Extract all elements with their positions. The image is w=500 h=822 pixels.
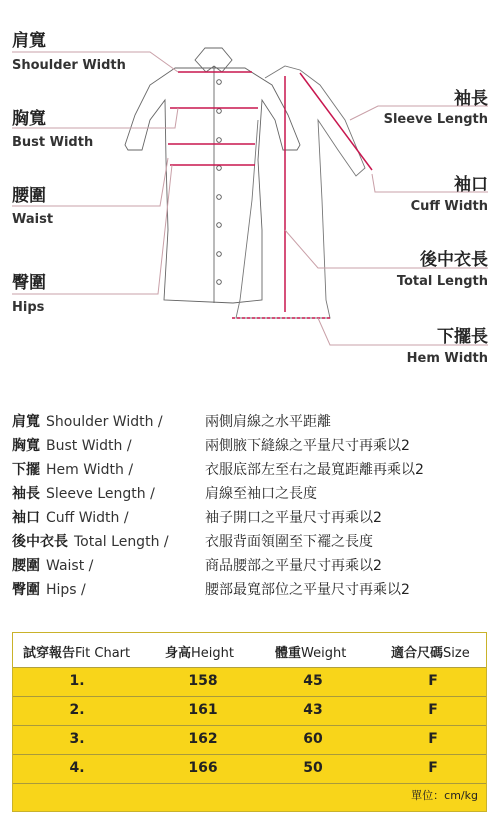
bust-label-zh: 胸寬 [12,109,46,129]
hips-label-en: Hips [12,300,45,315]
definition-row: 袖口 Cuff Width / [12,510,129,526]
header-fit-chart: 試穿報告Fit Chart [23,646,131,661]
front-garment-outline [125,68,300,303]
waist-label-zh: 腰圍 [12,186,46,206]
fit-chart-header [13,633,486,668]
definition-desc: 商品腰部之平量尺寸再乘以2 [205,558,382,574]
garment-diagram [0,0,500,380]
header-size: 適合尺碼Size [391,646,470,661]
definition-row: 後中衣長 Total Length / [12,534,169,550]
sleeve-label-en: Sleeve Length [383,112,488,127]
waist-label-en: Waist [12,212,54,227]
sleeve-measure-line [300,73,372,170]
hem-label-zh: 下擺長 [437,327,488,347]
definition-row: 袖長 Sleeve Length / [12,486,155,502]
cuff-label-en: Cuff Width [410,199,488,214]
shoulder-label-en: Shoulder Width [12,58,126,73]
sleeve-label-zh: 袖長 [454,89,488,109]
table-row: 4. 166 50 F [13,754,486,784]
hips-label-zh: 臀圍 [12,273,46,293]
table-row: 2. 161 43 F [13,696,486,726]
definition-desc: 肩線至袖口之長度 [205,486,317,502]
definition-desc: 衣服背面領圍至下襬之長度 [205,534,373,550]
table-row: 3. 162 60 F [13,725,486,755]
definition-row: 肩寬 Shoulder Width / [12,414,163,430]
definition-desc: 兩側腋下縫線之平量尺寸再乘以2 [205,438,410,454]
definition-desc: 衣服底部左至右之最寬距離再乘以2 [205,462,424,478]
hem-label-en: Hem Width [406,351,488,366]
fit-chart-table [12,632,487,812]
definition-desc: 袖子開口之平量尺寸再乘以2 [205,510,382,526]
cuff-label-zh: 袖口 [454,175,488,195]
definition-desc: 兩側肩線之水平距離 [205,414,331,430]
button-set [217,80,222,285]
total-length-label-zh: 後中衣長 [420,250,488,270]
shoulder-label-zh: 肩寬 [12,31,46,51]
back-garment-outline [236,66,365,318]
definition-row: 下擺 Hem Width / [12,462,134,478]
definition-row: 臀圍 Hips / [12,582,86,598]
definition-row: 腰圍 Waist / [12,558,94,574]
definition-row: 胸寬 Bust Width / [12,438,132,454]
unit-note: 單位：cm/kg [411,789,478,802]
total-length-label-en: Total Length [396,274,488,289]
header-weight: 體重Weight [275,646,347,661]
table-row: 1. 158 45 F [13,667,486,697]
definition-desc: 腰部最寬部位之平量尺寸再乘以2 [205,582,410,598]
header-height: 身高Height [165,646,234,661]
bust-label-en: Bust Width [12,135,94,150]
